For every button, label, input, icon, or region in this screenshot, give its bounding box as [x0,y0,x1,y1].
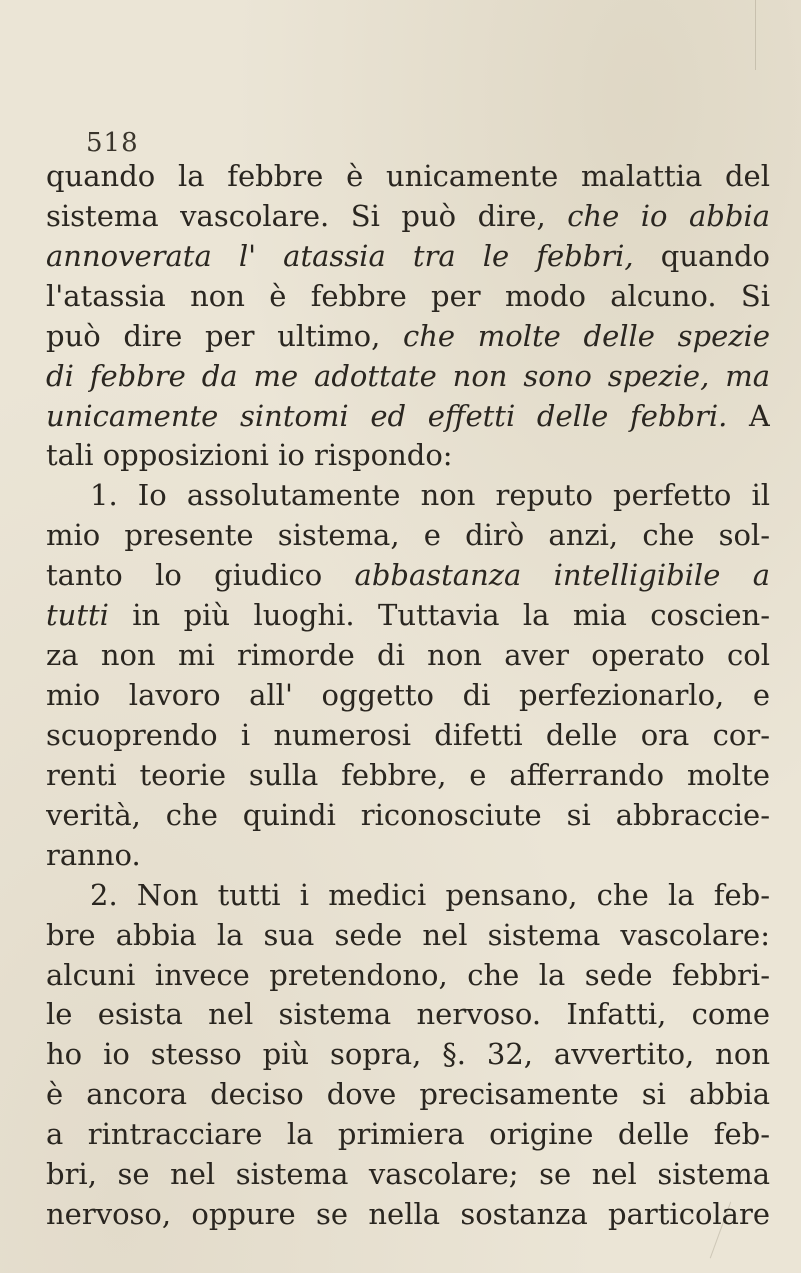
text-line [46,157,770,197]
text-line [46,1155,770,1195]
text-span: mio lavoro all' oggetto di perfezionarlo, e [46,678,770,713]
italic-text: abbastanza intelligibile a [354,558,770,593]
text-line [46,1035,770,1075]
text-line [46,676,770,716]
text-span: bre abbia la sua sede nel sistema vascolare: [46,917,770,952]
text-span: A [727,398,770,433]
text-span: a rintracciare la primiera origine delle feb- [46,1117,770,1152]
text-span: quando la febbre è unicamente malattia del [46,159,770,193]
text-line [46,636,770,676]
italic-text: che io abbia [567,198,770,233]
text-span: le esista nel sistema nervoso. Infatti, come [46,997,770,1032]
italic-text: unicamente sintomi ed effetti delle febbri. [46,398,728,433]
text-line [46,1195,770,1235]
text-span: può dire per ultimo, [46,318,403,353]
text-span: l'atassia non è febbre per modo alcuno. Si [46,278,770,313]
text-span: tali opposizioni io rispondo: [46,438,453,473]
text-line [46,836,770,876]
text-line [90,876,770,916]
italic-text: che molte delle spezie [403,318,770,353]
text-line [46,1075,770,1115]
page-number: 518 [86,128,139,158]
text-line [46,516,770,556]
text-line [90,476,770,516]
text-span: 1. Io assolutamente non reputo perfetto il [90,478,770,513]
text-line [46,556,770,596]
text-line [46,796,770,836]
text-span: quando [633,238,770,273]
text-line [46,596,770,636]
text-span: nervoso, oppure se nella sostanza particolare [46,1197,770,1232]
text-line [46,716,770,756]
text-line [46,317,770,357]
text-line [46,277,770,317]
text-span: tanto lo giudico [46,558,355,593]
text-line [46,357,770,397]
text-span: bri, se nel sistema vascolare; se nel sistema [46,1157,770,1192]
italic-text: annoverata l' atassia tra le febbri, [46,238,634,273]
text-line [46,995,770,1035]
text-span: in più luoghi. Tuttavia la mia coscien- [108,598,770,633]
text-span: renti teorie sulla febbre, e afferrando molte [46,757,770,792]
text-span: 2. Non tutti i medici pensano, che la feb- [90,877,770,912]
text-span: alcuni invece pretendono, che la sede febbri- [46,957,770,992]
text-line [46,197,770,237]
text-span: verità, che quindi riconosciute si abbraccie- [46,797,770,832]
text-line [46,956,770,996]
text-span: scuoprendo i numerosi difetti delle ora cor- [46,717,770,752]
text-line [46,756,770,796]
italic-text: di febbre da me adottate non sono spezie, ma [46,358,770,393]
text-line [46,397,770,437]
text-line [46,237,770,277]
italic-text: tutti [46,598,109,633]
text-span: za non mi rimorde di non aver operato col [46,638,770,673]
text-line [46,436,770,476]
text-span: ho io stesso più sopra, §. 32, avvertito, non [46,1037,770,1072]
text-line [46,1115,770,1155]
text-span: sistema vascolare. Si può dire, [46,198,568,233]
text-span: mio presente sistema, e dirò anzi, che sol- [46,518,770,553]
text-line [46,916,770,956]
text-span: ranno. [46,837,141,872]
page-crease [755,0,756,70]
text-span: è ancora deciso dove precisamente si abbia [46,1077,770,1112]
